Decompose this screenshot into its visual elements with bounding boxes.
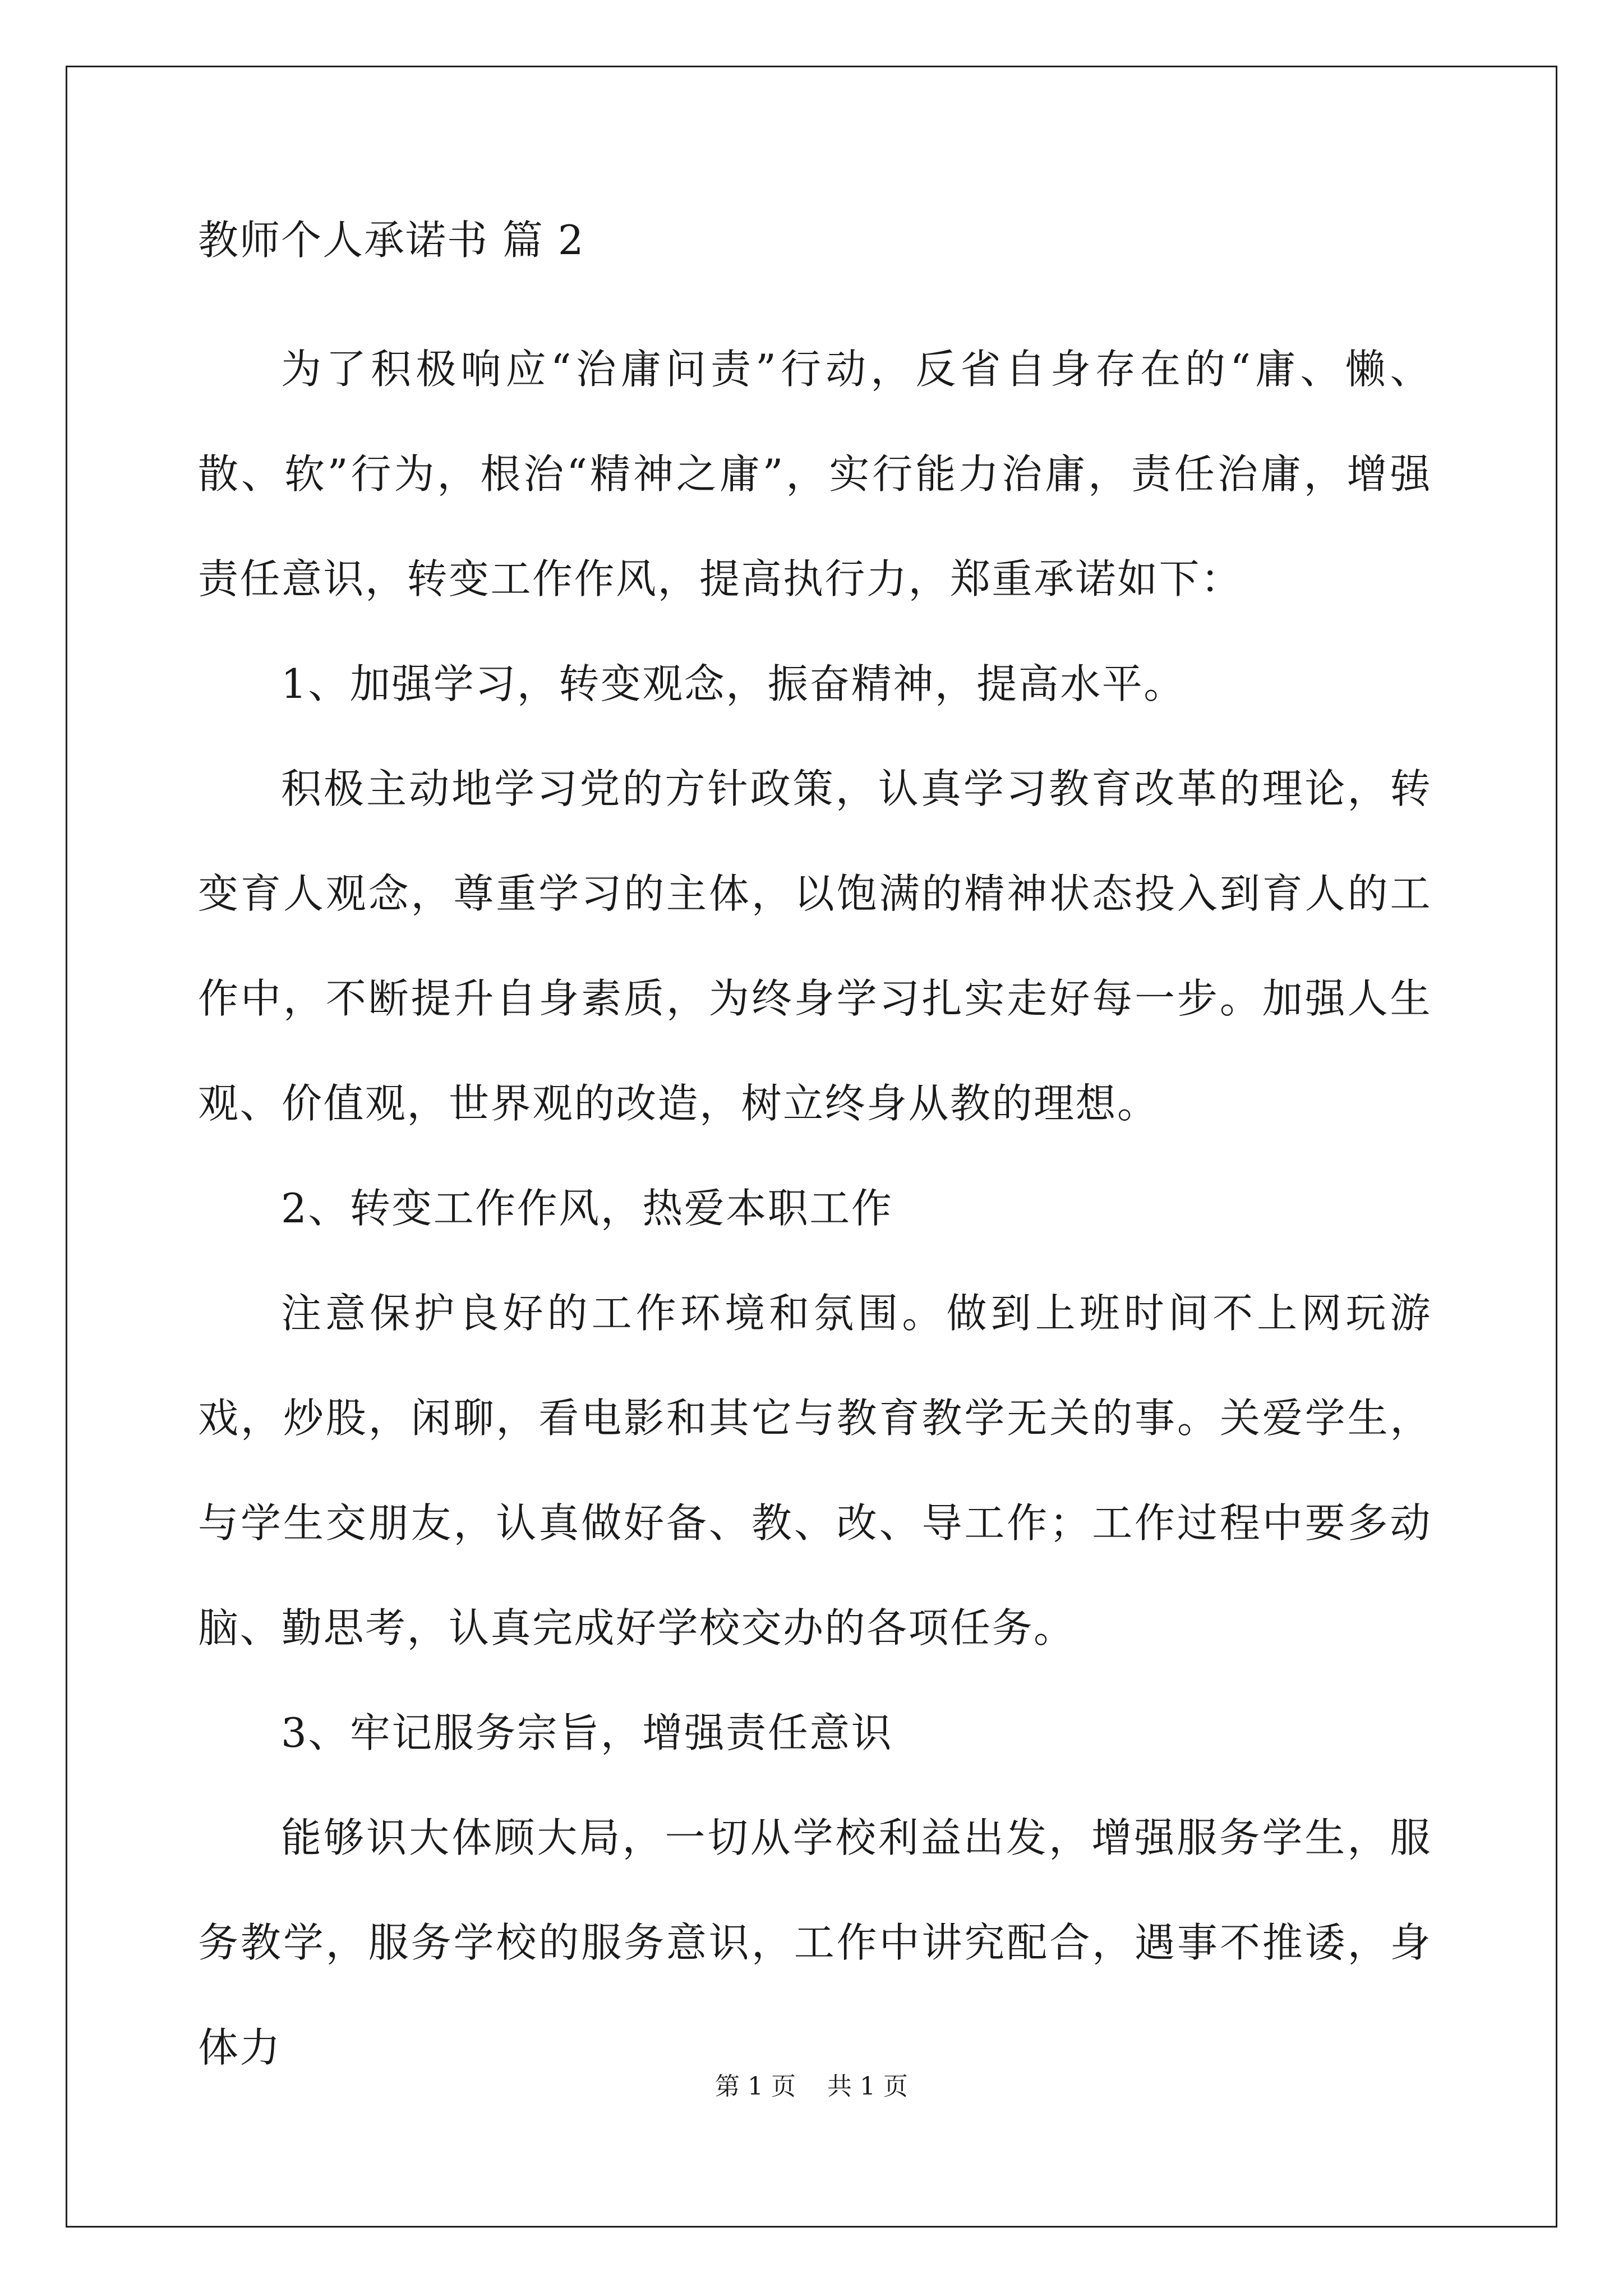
section-heading-3: 3、牢记服务宗旨，增强责任意识 [281,1709,893,1756]
section-heading-1: 1、加强学习，转变观念，振奋精神，提高水平。 [281,660,1186,707]
section-body-3: 能够识大体顾大局，一切从学校利益出发，增强服务学生，服务教学，服务学校的服务意识，工作中讲究配合，遇事不推诿，身体力 [198,1814,1432,2071]
section-body-2: 注意保护良好的工作环境和氛围。做到上班时间不上网玩游戏，炒股，闲聊，看电影和其它与教育教学无关的事。关爱学生，与学生交朋友，认真做好备、教、改、导工作；工作过程中要多动脑、勤思考，认真完成好学校交办的各项任务。 [198,1290,1432,1651]
page-number-footer: 第 1 页 共 1 页 [715,2072,908,2101]
document-body [198,213,1432,2100]
section-heading-2: 2、转变工作作风，热爱本职工作 [281,1185,893,1232]
section-body-1: 积极主动地学习党的方针政策，认真学习教育改革的理论，转变育人观念，尊重学习的主体，以饱满的精神状态投入到育人的工作中，不断提升自身素质，为终身学习扎实走好每一步。加强人生观、价值观，世界观的改造，树立终身从教的理想。 [198,765,1432,1127]
intro-paragraph: 为了积极响应“治庸问责”行动，反省自身存在的“庸、懒、散、软”行为，根治“精神之庸”，实行能力治庸，责任治庸，增强责任意识，转变工作作风，提高执行力，郑重承诺如下： [198,346,1432,602]
document-title: 教师个人承诺书 篇 2 [198,217,585,264]
